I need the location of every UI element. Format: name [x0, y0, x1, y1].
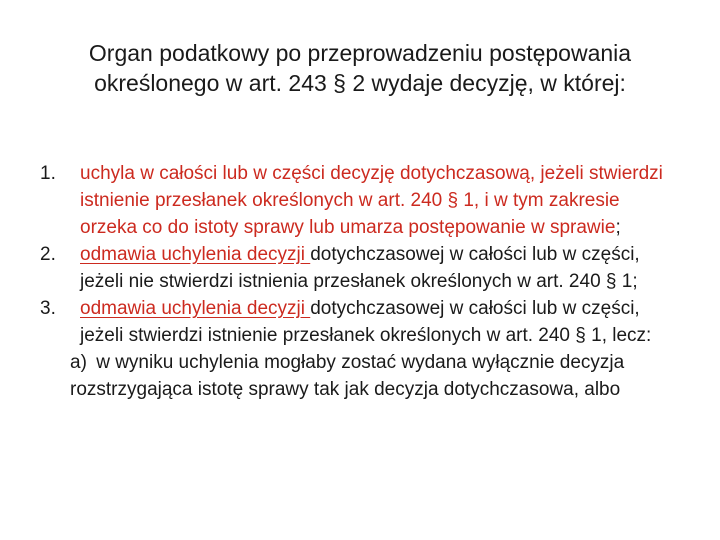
list-number: 1. [40, 163, 56, 184]
item-3-red-underlined: odmawia uchylenia decyzji [80, 298, 311, 319]
list-item-1 [0, 160, 670, 241]
sub-item-text: w wyniku uchylenia mogłaby zostać wydana wyłącznie decyzja rozstrzygająca istotę sprawy tak jak decyzja dotychczasowa, albo [70, 352, 625, 400]
title-text: Organ podatkowy po przeprowadzeniu postępowania określonego w art. 243 § 2 wydaje decyzję, w której [88, 40, 632, 96]
list-item-2 [0, 241, 670, 295]
sub-item-label: a) [70, 352, 87, 373]
list-number: 3. [40, 298, 56, 319]
sub-item-a [0, 349, 670, 403]
list-number: 2. [40, 244, 56, 265]
slide-title [40, 38, 680, 98]
list-item-3 [0, 295, 670, 349]
item-1-tail: ; [615, 217, 621, 238]
item-2-rest: dotychczasowej w całości lub w części, jeżeli nie stwierdzi istnienia przesłanek określonych w art. 240 § 1; [80, 244, 640, 292]
item-3-rest: dotychczasowej w całości lub w części, jeżeli stwierdzi istnienie przesłanek określonych w art. 240 § 1, lecz: [80, 298, 652, 346]
item-1-red-text: uchyla w całości lub w części decyzję dotychczasową, jeżeli stwierdzi istnienie przesłanek określonych w art. 240 § 1, i w tym zakresie orzeka co do istoty sprawy lub umarza postępowanie w sprawie [80, 163, 663, 238]
decision-list [0, 160, 720, 403]
title-colon: : [619, 70, 626, 96]
item-2-red-underlined: odmawia uchylenia decyzji [80, 244, 311, 265]
